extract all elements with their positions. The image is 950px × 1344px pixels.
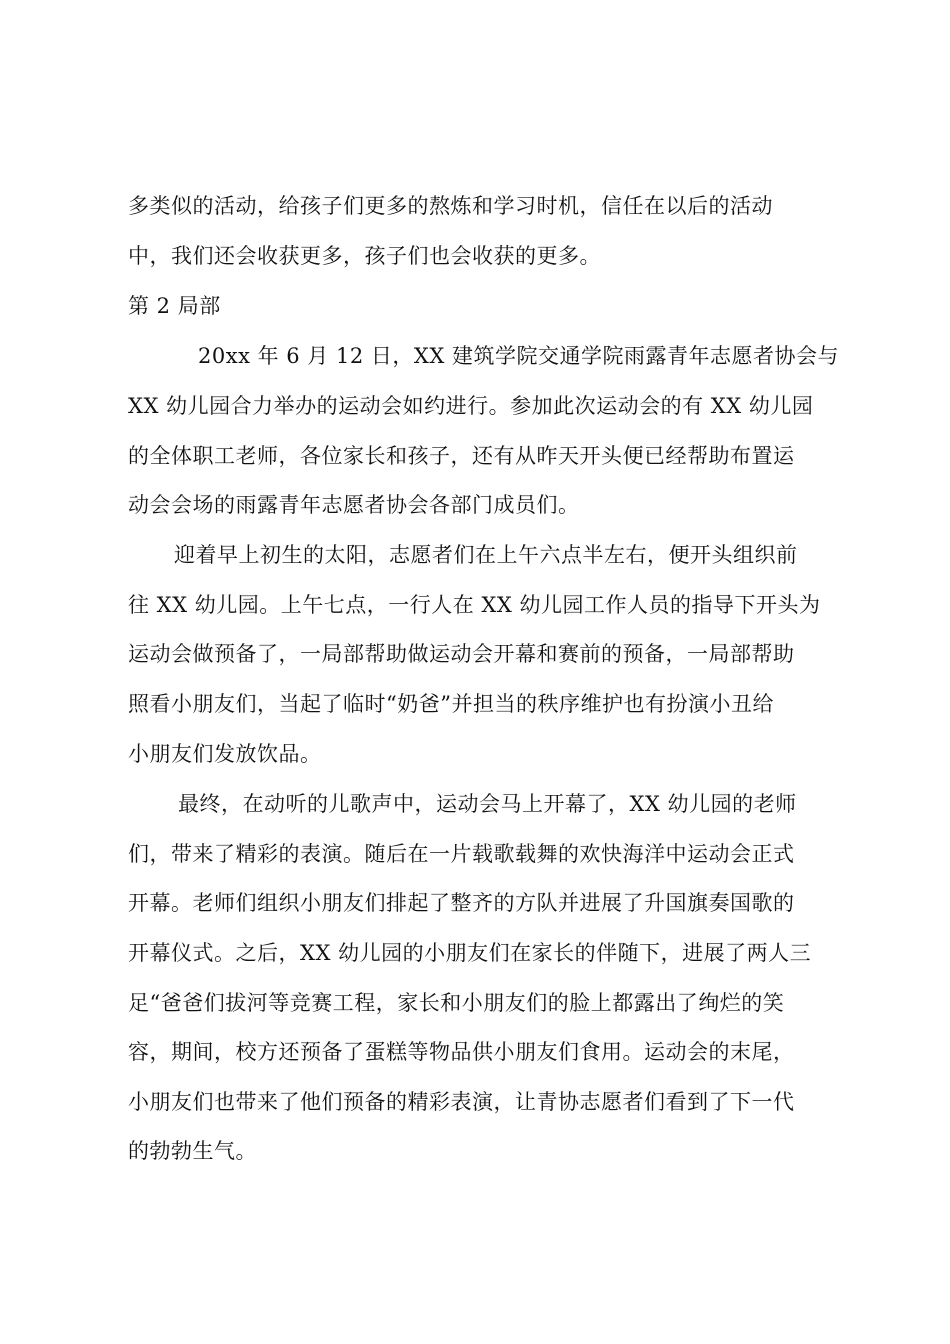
text-line: 的全体职工老师，各位家长和孩子，还有从昨天开头便已经帮助布置运 [128, 444, 795, 468]
text-line: 开幕仪式。之后，XX 幼儿园的小朋友们在家长的伴随下，进展了两人三 [128, 941, 812, 965]
text-line: 们，带来了精彩的表演。随后在一片载歌载舞的欢快海洋中运动会正式 [128, 842, 795, 866]
text-line: 20xx 年 6 月 12 日，XX 建筑学院交通学院雨露青年志愿者协会与 [198, 344, 839, 368]
text-line: 小朋友们发放饮品。 [128, 742, 322, 766]
text-line: 容，期间，校方还预备了蛋糕等物品供小朋友们食用。运动会的末尾， [128, 1040, 795, 1064]
text-line: 中，我们还会收获更多，孩子们也会收获的更多。 [128, 244, 601, 268]
text-line: 动会会场的雨露青年志愿者协会各部门成员们。 [128, 493, 580, 517]
text-line: 运动会做预备了，一局部帮助做运动会开幕和赛前的预备，一局部帮助 [128, 642, 795, 666]
section-heading: 第 2 局部 [128, 294, 221, 318]
text-line: 足“爸爸们拔河等竞赛工程，家长和小朋友们的脸上都露出了绚烂的笑 [128, 991, 785, 1015]
text-line: 照看小朋友们，当起了临时“奶爸”并担当的秩序维护也有扮演小丑给 [128, 692, 774, 716]
text-line: 往 XX 幼儿园。上午七点，一行人在 XX 幼儿园工作人员的指导下开头为 [128, 593, 821, 617]
text-line: 小朋友们也带来了他们预备的精彩表演，让青协志愿者们看到了下一代 [128, 1090, 795, 1114]
text-line: XX 幼儿园合力举办的运动会如约进行。参加此次运动会的有 XX 幼儿园 [128, 394, 814, 418]
text-line: 开幕。老师们组织小朋友们排起了整齐的方队并进展了升国旗奏国歌的 [128, 891, 795, 915]
text-line: 最终，在动听的儿歌声中，运动会马上开幕了，XX 幼儿园的老师 [178, 792, 797, 816]
text-line: 的勃勃生气。 [128, 1139, 257, 1163]
text-line: 迎着早上初生的太阳，志愿者们在上午六点半左右，便开头组织前 [174, 543, 798, 567]
text-line: 多类似的活动，给孩子们更多的熬炼和学习时机，信任在以后的活动 [128, 194, 773, 218]
